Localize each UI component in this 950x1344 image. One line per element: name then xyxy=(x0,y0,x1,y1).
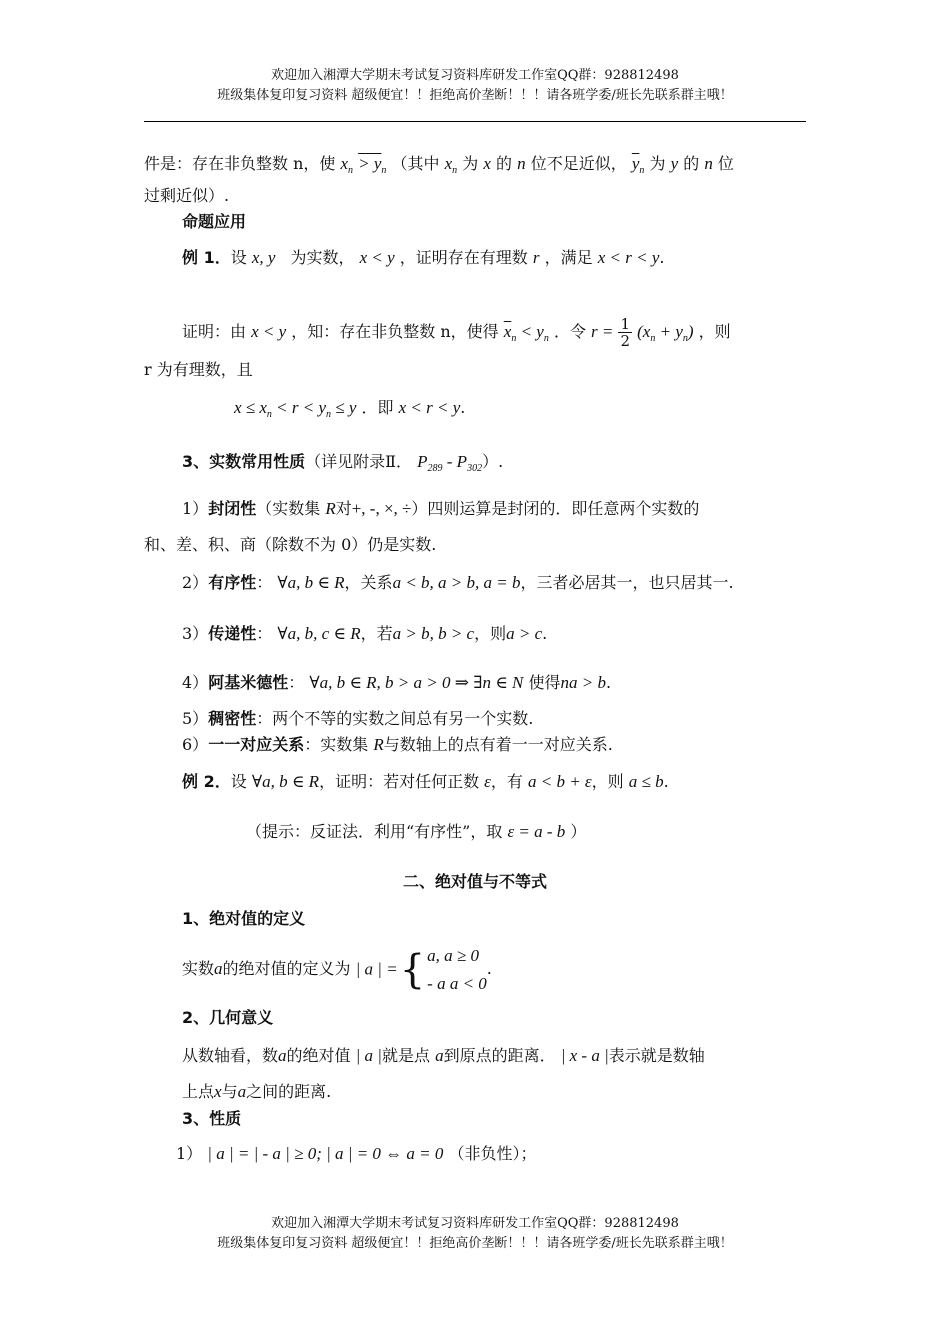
page-footer xyxy=(0,1214,950,1254)
fraction-one-half: $\frac{1}{2}$ xyxy=(620,315,631,350)
text-line: 上点x与a之间的距离. xyxy=(182,1082,332,1101)
header-line-1: 欢迎加入湘潭大学期末考试复习资料库研发工作室QQ群：928812498 xyxy=(271,68,679,83)
section-heading: 3、实数常用性质（详见附录Ⅱ． $P_{289} - P_{302}$）. xyxy=(182,452,504,475)
section-heading: 3、性质 xyxy=(182,1109,242,1128)
left-brace: { xyxy=(399,946,426,993)
property-bijection: 6）一一对应关系：实数集 R与数轴上的点有着一一对应关系. xyxy=(182,735,613,754)
header-rule xyxy=(144,121,806,122)
abs-definition: 实数a的绝对值的定义为 | a | ={ a, a ≥ 0 - a a < 0 . xyxy=(182,938,492,1001)
inequality-chain: $x \le x_n < r < y_n \le y$ ．即 x < r < y. xyxy=(234,398,466,421)
header-line-2: 班级集体复印复习资料 超级便宜！！拒绝高价垄断！！！请各班学委/班长先联系群主哦！ xyxy=(217,88,733,103)
text-line: 过剩近似）. xyxy=(144,186,230,205)
example-1: 例 1．设 x, y 为实数， x < y ，证明存在有理数 r ，满足 x < r < y. xyxy=(182,248,665,267)
property-closure: 1）封闭性（实数集 R对+, -, ×, ÷）四则运算是封闭的．即任意两个实数的 xyxy=(182,499,700,518)
example-2: 例 2．设 ∀a, b ∈ R，证明：若对任何正数 ε，有 a < b + ε，则 a ≤ b. xyxy=(182,772,669,791)
property-order: 2）有序性： ∀a, b ∈ R，关系a < b, a > b, a = b，三者必居其一，也只居其一. xyxy=(182,573,734,592)
property-density: 5）稠密性：两个不等的实数之间总有另一个实数. xyxy=(182,709,534,728)
chapter-heading: 二、绝对值与不等式 xyxy=(402,872,547,891)
text-line: 和、差、积、商（除数不为 0）仍是实数. xyxy=(144,535,437,554)
footer-line-1: 欢迎加入湘潭大学期末考试复习资料库研发工作室QQ群：928812498 xyxy=(271,1216,679,1231)
section-heading: 命题应用 xyxy=(182,212,247,231)
section-heading: 1、绝对值的定义 xyxy=(182,909,306,928)
proof-line: 证明：由 x < y ，知：存在非负整数 n，使得 $\overline{x}_n < y_n$ ．令 r = $\frac{1}{2}$ $(x_n + y_n)$ ，则 xyxy=(182,315,731,350)
piecewise-cases: a, a ≥ 0 - a a < 0 xyxy=(427,945,487,993)
text-line: r 为有理数，且 xyxy=(144,360,253,379)
property-archimedean: 4）阿基米德性： ∀a, b ∈ R, b > a > 0 ⇒ ∃n ∈ N 使得na > b. xyxy=(182,673,612,692)
page-header xyxy=(0,66,950,106)
text-line: 件是：存在非负整数 n，使 $x_n > y_n$ （其中 $x_n$ 为 x 的 n 位不足近似， $\overline{y}_n$ 为 y 的 n 位 xyxy=(144,154,734,177)
text-line: 从数轴看，数a的绝对值 | a |就是点 a到原点的距离． | x - a |表示就是数轴 xyxy=(182,1046,705,1065)
section-heading: 2、几何意义 xyxy=(182,1008,274,1027)
property-nonnegativity: 1） | a | = | - a | ≥ 0; | a | = 0 ⇔ a = 0 （非负性）； xyxy=(176,1144,537,1163)
property-transitivity: 3）传递性： ∀a, b, c ∈ R，若a > b, b > c，则a > c. xyxy=(182,624,548,643)
hint-line: （提示：反证法．利用“有序性”，取 ε = a - b ） xyxy=(246,822,587,841)
footer-line-2: 班级集体复印复习资料 超级便宜！！拒绝高价垄断！！！请各班学委/班长先联系群主哦！ xyxy=(217,1236,733,1251)
